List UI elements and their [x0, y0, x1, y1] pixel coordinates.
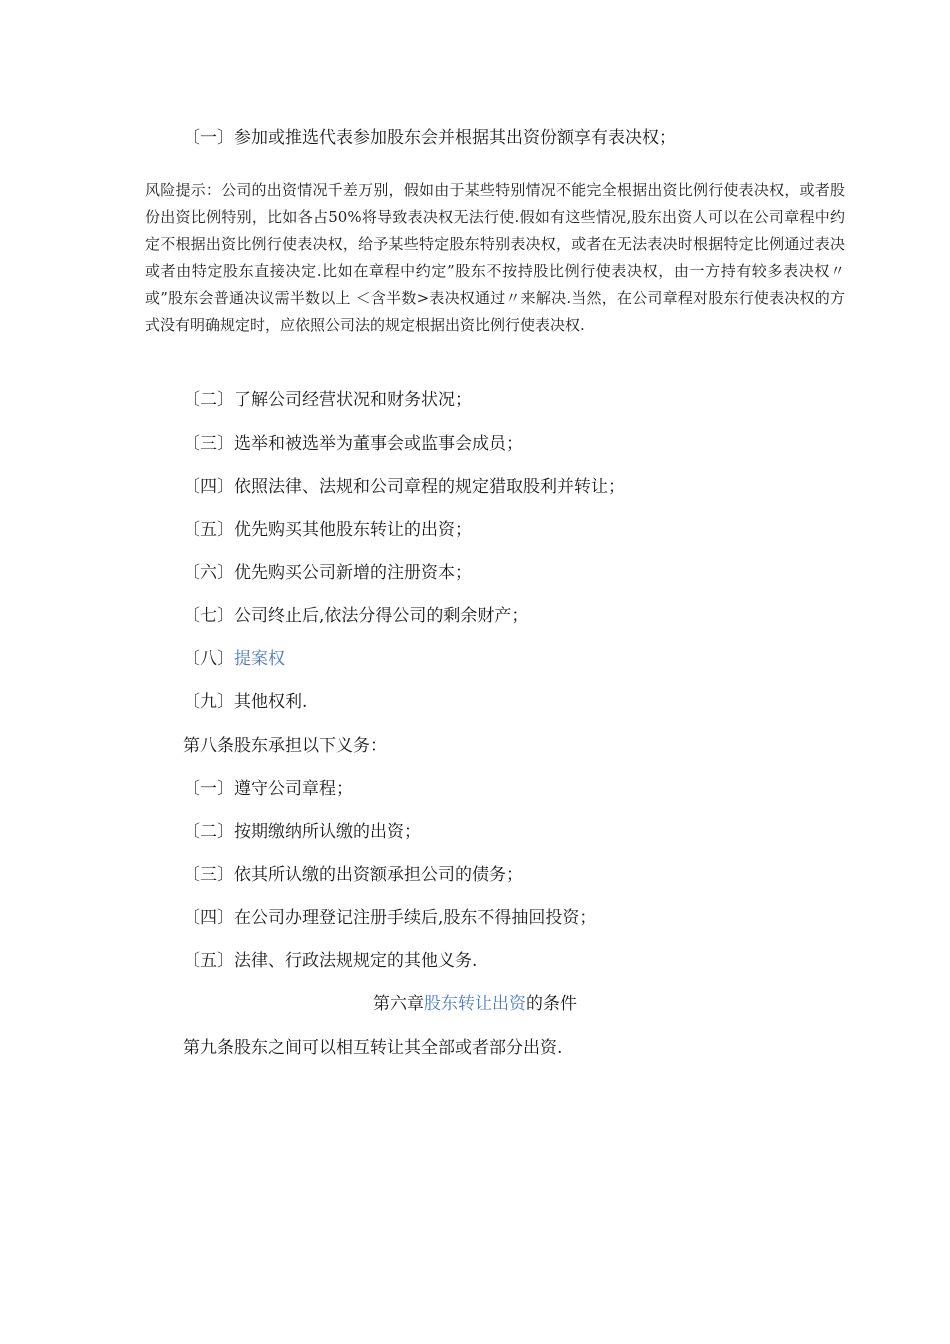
- risk-tip-paragraph: 风险提示：公司的出资情况千差万别，假如由于某些特别情况不能完全根据出资比例行使表决权，或者股份出资比例特别，比如各占50%将导致表决权无法行使.假如有这些情况,股东出资人可以在公司章程中约定不根据出资比例行使表决权，给予某些特定股东特别表决权，或者在无法表决时根据特定比例通过表决或者由特定股东直接决定.比如在章程中约定”股东不按持股比例行使表决权，由一方持有较多表决权〃或”股东会普通决议需半数以上 ＜含半数>表决权通过〃来解决.当然，在公司章程对股东行使表决权的方式没有明确规定时，应依照公司法的规定根据出资比例行使表决权.: [145, 181, 845, 334]
- right-item-8: [183, 648, 285, 670]
- right-item-7: 〔七〕公司终止后,依法分得公司的剩余财产；: [183, 606, 529, 626]
- chapter-6-prefix: 第六章: [373, 994, 424, 1014]
- right-item-2: 〔二〕了解公司经营状况和财务状况；: [183, 390, 472, 410]
- duty-item-5: 〔五〕法律、行政法规规定的其他义务.: [183, 951, 478, 971]
- right-item-5: 〔五〕优先购买其他股东转让的出资；: [183, 520, 472, 540]
- proposal-right-link[interactable]: 提案权: [234, 649, 285, 669]
- article-9-text: 第九条股东之间可以相互转让其全部或者部分出资.: [183, 1038, 563, 1058]
- share-transfer-link[interactable]: 股东转让出资: [424, 994, 526, 1014]
- right-item-6: 〔六〕优先购买公司新增的注册资本；: [183, 563, 472, 583]
- right-item-8-prefix: 〔八〕: [183, 649, 234, 669]
- right-item-3: 〔三〕选举和被选举为董事会或监事会成员；: [183, 434, 523, 454]
- right-item-4: 〔四〕依照法律、法规和公司章程的规定猎取股利并转让；: [183, 477, 625, 497]
- chapter-6-heading: [0, 993, 950, 1015]
- right-item-9: 〔九〕其他权利.: [183, 692, 308, 712]
- duty-item-4: 〔四〕在公司办理登记注册手续后,股东不得抽回投资；: [183, 908, 597, 928]
- duty-item-1: 〔一〕遵守公司章程；: [183, 779, 353, 799]
- chapter-6-suffix: 的条件: [526, 994, 577, 1014]
- duty-item-3: 〔三〕依其所认缴的出资额承担公司的债务；: [183, 865, 523, 885]
- right-item-1: 〔一〕参加或推选代表参加股东会并根据其出资份额享有表决权；: [183, 128, 676, 148]
- duty-item-2: 〔二〕按期缴纳所认缴的出资；: [183, 822, 421, 842]
- article-8-title: 第八条股东承担以下义务：: [183, 736, 387, 756]
